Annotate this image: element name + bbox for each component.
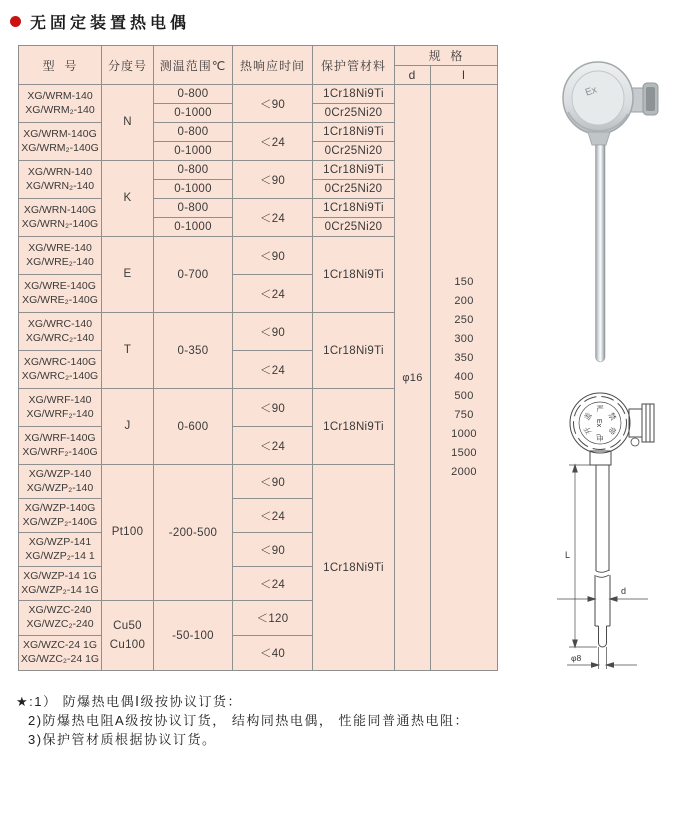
- graduation-cell: [102, 601, 154, 671]
- head-char: 开: [582, 425, 594, 436]
- head-markings: [581, 405, 619, 444]
- model-line: XG/WRF₂-140: [26, 407, 94, 420]
- model-line: XG/WZP₂-14 1: [25, 549, 95, 562]
- range-cell: 0-800: [154, 199, 233, 218]
- material-cell: 0Cr25Ni20: [313, 180, 395, 199]
- model-line: XG/WRE₂-140: [26, 255, 94, 268]
- head-cap-inner: [572, 71, 624, 125]
- graduation-line: Cu100: [109, 638, 146, 651]
- response-cell: ＜90: [233, 85, 313, 123]
- spec-l-value: 500: [454, 390, 474, 402]
- response-cell: ＜24: [233, 499, 313, 533]
- material-cell: 1Cr18Ni9Ti: [313, 161, 395, 180]
- material-cell: 0Cr25Ni20: [313, 218, 395, 237]
- spec-l-value: 150: [454, 276, 474, 288]
- model-line: XG/WZP-140G: [24, 501, 96, 514]
- response-cell: ＜120: [233, 601, 313, 636]
- material-cell: 1Cr18Ni9Ti: [313, 237, 395, 313]
- drawing-ex-label: Ex: [595, 418, 602, 428]
- range-cell: 0-800: [154, 161, 233, 180]
- response-cell: ＜24: [233, 123, 313, 161]
- dim-l-label: L: [565, 550, 571, 560]
- graduation-cell: K: [102, 161, 154, 237]
- graduation-cell: J: [102, 389, 154, 465]
- model-cell: [19, 499, 102, 533]
- spec-l-value: 250: [454, 314, 474, 326]
- response-cell: ＜24: [233, 351, 313, 389]
- drawing-probe-tip: [599, 643, 607, 647]
- dim-phi8-label: φ8: [571, 653, 582, 663]
- connection-head: [563, 62, 658, 134]
- col-header-graduation: 分度号: [102, 46, 154, 85]
- model-line: XG/WRN-140: [27, 165, 93, 178]
- star-icon: ★:: [16, 694, 35, 709]
- material-cell: 1Cr18Ni9Ti: [313, 85, 395, 104]
- note-line: [16, 692, 469, 711]
- response-cell: ＜24: [233, 275, 313, 313]
- drawing-ear: [631, 438, 639, 446]
- col-header-spec-d: d: [395, 66, 431, 85]
- drawing-cable-entry: [629, 409, 642, 437]
- range-cell: -50-100: [154, 601, 233, 671]
- model-line: XG/WRM₂-140G: [21, 141, 99, 154]
- model-line: XG/WZC₂-24 1G: [20, 653, 100, 665]
- material-cell: 1Cr18Ni9Ti: [313, 199, 395, 218]
- note-line: 2)防爆热电阻A级按协议订货， 结构同热电偶， 性能同普通热电阻：: [28, 713, 469, 728]
- note-line: 3)保护管材质根据协议订货。: [28, 732, 217, 747]
- header-row: [19, 46, 498, 66]
- model-line: XG/WZC₂-240: [26, 618, 94, 630]
- response-cell: ＜90: [233, 313, 313, 351]
- model-cell: [19, 636, 102, 671]
- head-char: 盖: [582, 411, 594, 422]
- model-cell: [19, 123, 102, 161]
- page-title-row: [10, 10, 190, 33]
- probe-neck: [588, 132, 610, 145]
- range-cell: 0-600: [154, 389, 233, 465]
- material-cell: 1Cr18Ni9Ti: [313, 123, 395, 142]
- probe-rod: [596, 145, 606, 362]
- model-cell: [19, 199, 102, 237]
- spec-l-value: 1500: [451, 447, 477, 459]
- range-cell: 0-1000: [154, 142, 233, 161]
- model-line: XG/WRN₂-140G: [21, 217, 99, 230]
- head-char: 电: [596, 433, 604, 442]
- model-line: XG/WRE-140G: [24, 279, 96, 292]
- col-header-response: 热响应时间: [233, 46, 313, 85]
- model-cell: [19, 465, 102, 499]
- ex-label: Ex: [583, 84, 599, 99]
- model-line: XG/WRN₂-140: [25, 179, 95, 192]
- range-cell: 0-1000: [154, 180, 233, 199]
- response-cell: ＜24: [233, 199, 313, 237]
- spec-d-cell: φ16: [395, 85, 431, 671]
- spec-l-value: 1000: [451, 428, 477, 440]
- response-cell: ＜24: [233, 427, 313, 465]
- model-line: XG/WRM-140G: [23, 127, 97, 140]
- red-bullet-icon: [10, 16, 21, 27]
- model-line: XG/WZC-24 1G: [22, 639, 98, 652]
- spec-l-value: 200: [454, 295, 474, 307]
- model-line: XG/WRC₂-140G: [21, 369, 99, 382]
- model-line: XG/WZP₂-140G: [22, 515, 98, 528]
- model-cell: [19, 427, 102, 465]
- model-cell: [19, 85, 102, 123]
- model-line: XG/WZP₂-140: [26, 481, 94, 494]
- spec-l-value: 400: [454, 371, 474, 383]
- model-cell: [19, 313, 102, 351]
- gland-cap: [646, 87, 655, 111]
- drawing-gland: [642, 404, 654, 442]
- thermocouple-drawing: [545, 385, 680, 685]
- model-line: XG/WZP-14 1G: [23, 569, 97, 582]
- model-cell: [19, 275, 102, 313]
- response-cell: ＜40: [233, 636, 313, 671]
- head-char: 带: [606, 425, 618, 436]
- model-line: XG/WRN-140G: [23, 203, 97, 216]
- model-line: XG/WRF-140: [28, 393, 92, 406]
- col-header-material: 保护管材料: [313, 46, 395, 85]
- response-cell: ＜90: [233, 389, 313, 427]
- model-line: XG/WZP₂-14 1G: [21, 583, 99, 596]
- range-cell: 0-350: [154, 313, 233, 389]
- response-cell: ＜90: [233, 161, 313, 199]
- model-line: XG/WZP-140: [28, 467, 92, 480]
- model-cell: [19, 567, 102, 601]
- model-line: XG/WRF-140G: [24, 431, 96, 444]
- range-cell: 0-1000: [154, 104, 233, 123]
- model-cell: [19, 533, 102, 567]
- graduation-cell: N: [102, 85, 154, 161]
- material-cell: 0Cr25Ni20: [313, 104, 395, 123]
- model-line: XG/WRE₂-140G: [22, 293, 98, 306]
- table-row: [19, 85, 498, 104]
- spec-l-value: 750: [454, 409, 474, 421]
- thermocouple-photo: [540, 60, 680, 375]
- model-cell: [19, 389, 102, 427]
- range-cell: 0-800: [154, 85, 233, 104]
- material-cell: 1Cr18Ni9Ti: [313, 313, 395, 389]
- model-line: XG/WRC-140G: [23, 355, 97, 368]
- spec-l-cell: [431, 85, 498, 671]
- page-title: 无固定装置热电偶: [30, 15, 191, 32]
- col-header-spec-l: l: [431, 66, 498, 85]
- response-cell: ＜90: [233, 465, 313, 499]
- spec-l-value: 350: [454, 352, 474, 364]
- model-line: XG/WRC₂-140: [25, 331, 95, 344]
- response-cell: ＜90: [233, 533, 313, 567]
- model-line: XG/WZC-240: [28, 604, 92, 617]
- range-cell: 0-700: [154, 237, 233, 313]
- col-header-spec: 规 格: [395, 46, 498, 66]
- model-cell: [19, 161, 102, 199]
- range-cell: -200-500: [154, 465, 233, 601]
- spec-l-value: 300: [454, 333, 474, 345]
- col-header-model: 型 号: [19, 46, 102, 85]
- model-line: XG/WRF₂-140G: [22, 445, 98, 458]
- col-header-range: 测温范围℃: [154, 46, 233, 85]
- spec-table: [18, 45, 498, 671]
- material-cell: 0Cr25Ni20: [313, 142, 395, 161]
- model-cell: [19, 351, 102, 389]
- material-cell: 1Cr18Ni9Ti: [313, 389, 395, 465]
- model-line: XG/WZP-141: [28, 535, 92, 548]
- graduation-cell: E: [102, 237, 154, 313]
- range-cell: 0-1000: [154, 218, 233, 237]
- head-char: 严: [596, 404, 604, 414]
- model-cell: [19, 601, 102, 636]
- model-cell: [19, 237, 102, 275]
- graduation-cell: Pt100: [102, 465, 154, 601]
- model-line: XG/WRC-140: [27, 317, 93, 330]
- model-line: XG/WRM-140: [27, 89, 93, 102]
- dim-d-label: d: [621, 586, 627, 596]
- spec-l-value: 2000: [451, 466, 477, 478]
- graduation-cell: T: [102, 313, 154, 389]
- range-cell: 0-800: [154, 123, 233, 142]
- response-cell: ＜24: [233, 567, 313, 601]
- footnotes: [16, 692, 469, 749]
- graduation-line: Cu50: [113, 620, 142, 633]
- model-line: XG/WRE-140: [28, 241, 92, 254]
- model-line: XG/WRM₂-140: [25, 103, 95, 116]
- material-cell: 1Cr18Ni9Ti: [313, 465, 395, 671]
- response-cell: ＜90: [233, 237, 313, 275]
- head-char: 禁: [606, 411, 618, 422]
- note-text: 1） 防爆热电偶Ⅰ级按协议订货：: [34, 694, 242, 709]
